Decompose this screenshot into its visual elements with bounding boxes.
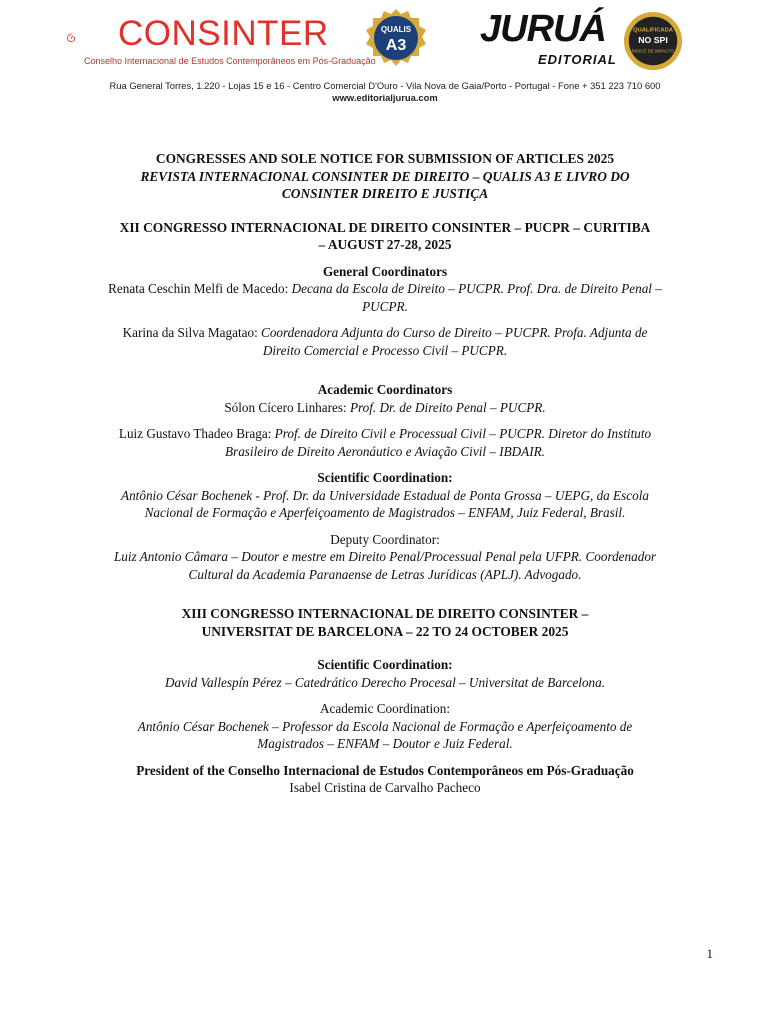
document-body <box>50 150 720 797</box>
academic-coordinators-label: Academic Coordinators <box>317 382 453 397</box>
c13-academic-coordinator-cont: Magistrados – ENFAM – Doutor e Juiz Federal. <box>257 736 513 751</box>
c13-scientific-label: Scientific Coordination: <box>317 657 453 672</box>
academic-coordinator-2-cont: Brasileiro de Direito Aeronáutico e Aviação Civil – IBDAIR. <box>225 443 545 459</box>
spi-badge <box>622 10 684 72</box>
congress13-heading-line1: XIII CONGRESSO INTERNACIONAL DE DIREITO CONSINTER – <box>181 606 589 621</box>
qualis-label: QUALIS <box>380 25 412 34</box>
svg-text:ÍNDICE DE IMPACTO: ÍNDICE DE IMPACTO <box>631 48 675 54</box>
c13-academic-coordinator: Antônio César Bochenek – Professor da Escola Nacional de Formação e Aperfeiçoamento de <box>137 718 633 734</box>
academic-coordinator-1: Sólon Cícero Linhares: Prof. Dr. de Direito Penal – PUCPR. <box>224 399 546 415</box>
scientific-coordinator-cont: Nacional de Formação e Aperfeiçoamento de Magistrados – ENFAM, Juiz Federal, Brasil. <box>144 505 626 520</box>
svg-text:QUALIFICADA: QUALIFICADA <box>633 27 673 34</box>
deputy-coordinator-label: Deputy Coordinator: <box>330 531 440 547</box>
document-subtitle-line1: REVISTA INTERNACIONAL CONSINTER DE DIREITO – QUALIS A3 E LIVRO DO <box>140 168 630 184</box>
deputy-coordinator-cont: Cultural da Academia Paranaense de Letras Jurídicas (APLJ). Advogado. <box>188 566 582 582</box>
publisher-address: Rua General Torres, 1.220 - Lojas 15 e 16 - Centro Comercial D'Ouro - Vila Nova de Gaia/Porto - Portugal - Fone + 351 223 710 600 <box>109 80 661 91</box>
letterhead <box>0 0 770 120</box>
jurua-editorial-label: EDITORIAL <box>538 52 617 67</box>
president-label: President of the Conselho Internacional de Estudos Contemporâneos em Pós-Graduação <box>136 762 634 778</box>
publisher-website: www.editorialjurua.com <box>332 92 438 103</box>
deputy-coordinator: Luiz Antonio Câmara – Doutor e mestre em Direito Penal/Processual Penal pela UFPR. Coordenador <box>113 549 657 564</box>
general-coordinator-2-cont: Direito Comercial e Processo Civil – PUCPR. <box>262 342 508 358</box>
scientific-coordination-label: Scientific Coordination: <box>317 470 453 485</box>
page-number: 1 <box>706 946 713 961</box>
jurua-wordmark: JURUÁ <box>480 8 606 50</box>
scientific-coordinator: Antônio César Bochenek - Prof. Dr. da Universidade Estadual de Ponta Grossa – UEPG, da Escola <box>121 487 649 503</box>
general-coordinator-1-cont: PUCPR. <box>362 298 408 314</box>
consinter-wordmark: CONSINTER <box>118 14 329 53</box>
congress12-heading-line2: – AUGUST 27-28, 2025 <box>318 237 452 252</box>
qualis-grade: A3 <box>385 37 407 54</box>
document-subtitle-line2: CONSINTER DIREITO E JUSTIÇA <box>281 186 489 201</box>
document-title: CONGRESSES AND SOLE NOTICE FOR SUBMISSION OF ARTICLES 2025 <box>155 151 615 166</box>
congress12-heading-line1: XII CONGRESSO INTERNACIONAL DE DIREITO CONSINTER – PUCPR – CURITIBA <box>119 219 651 235</box>
svg-text:NO SPI: NO SPI <box>638 34 668 45</box>
general-coordinators-label: General Coordinators <box>322 263 448 279</box>
c13-academic-label: Academic Coordination: <box>319 701 450 716</box>
general-coordinator-2: Karina da Silva Magatao: Coordenadora Adjunta do Curso de Direito – PUCPR. Profa. Adjunta de <box>122 325 648 340</box>
consinter-subtitle: Conselho Internacional de Estudos Contemporâneos em Pós-Graduação <box>84 56 376 66</box>
c13-scientific-coordinator: David Vallespín Pérez – Catedrático Derecho Procesal – Universitat de Barcelona. <box>164 674 606 690</box>
president-name: Isabel Cristina de Carvalho Pacheco <box>289 780 481 795</box>
qualis-a3-seal <box>364 8 428 72</box>
academic-coordinator-2: Luiz Gustavo Thadeo Braga: Prof. de Direito Civil e Processual Civil – PUCPR. Diretor do Instituto <box>118 426 652 441</box>
congress13-heading-line2: UNIVERSITAT DE BARCELONA – 22 TO 24 OCTOBER 2025 <box>201 623 569 639</box>
general-coordinator-1: Renata Ceschin Melfi de Macedo: Decana da Escola de Direito – PUCPR. Prof. Dra. de Direito Penal – <box>108 281 662 296</box>
